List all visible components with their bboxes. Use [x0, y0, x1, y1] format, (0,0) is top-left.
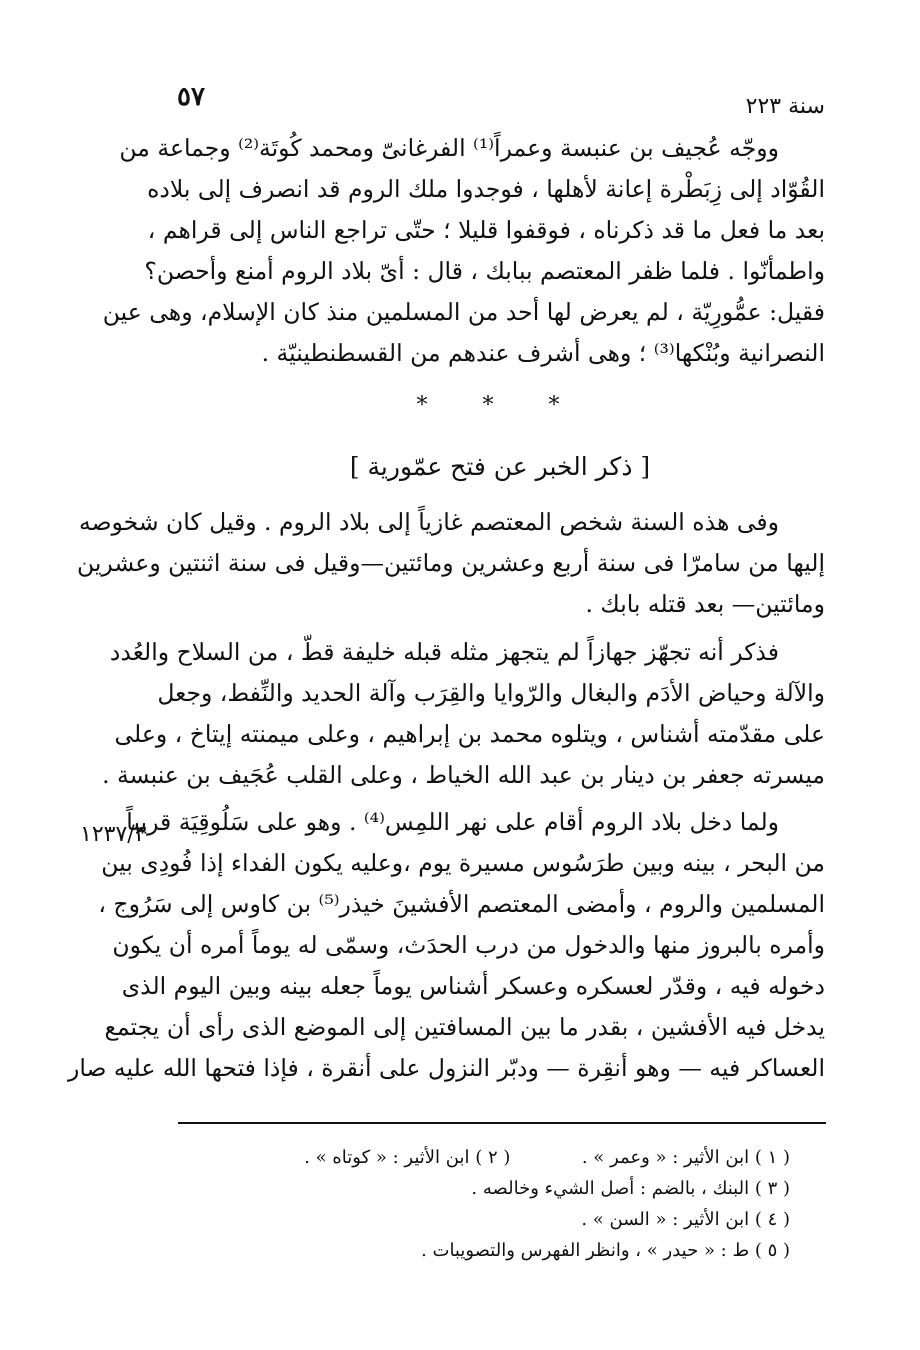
- footnote-divider: [178, 1122, 826, 1124]
- text-line: ولما دخل بلاد الروم أقام على نهر اللمِس⁽⁴⁾ . وهو على سَلُوقِيَة قريباً: [126, 808, 779, 836]
- paragraph-3: [102, 632, 825, 796]
- text-line: والآلة وحياض الأدَم والبغال والرّوايا والقِرَب وآلة الحديد والنِّفط، وجعل: [157, 679, 825, 707]
- text-line: المسلمين والروم ، وأمضى المعتصم الأفشينَ خيذر⁽⁵⁾ بن كاوس إلى سَرُوج ،: [98, 890, 825, 918]
- text-line: فذكر أنه تجهّز جهازاً لم يتجهز مثله قبله خليفة قطّ ، من السلاح والعُدد: [109, 638, 779, 666]
- footnotes: [250, 1142, 790, 1266]
- text-line: وفى هذه السنة شخص المعتصم غازياً إلى بلاد الروم . وقيل كان شخوصه: [78, 508, 779, 536]
- paragraph-1: [102, 128, 825, 374]
- footnote-5: ( ٥ ) ط : « حيدر » ، وانظر الفهرس والتصويبات .: [421, 1240, 790, 1261]
- footnote-1: ( ١ ) ابن الأثير : « وعمر » .: [581, 1147, 790, 1168]
- text-line: دخوله فيه ، وقدّر لعسكره وعسكر أشناس يوماً جعله بينه وبين اليوم الذى: [121, 972, 825, 1000]
- section-ornament: * * *: [416, 393, 584, 418]
- text-line: فقيل: عمُّورِيّة ، لم يعرض لها أحد من المسلمين منذ كان الإسلام، وهى عين: [102, 298, 825, 326]
- running-head-year: سنة ٢٢٣: [745, 94, 825, 119]
- text-line: النصرانية وبُنْكها⁽³⁾ ؛ وهى أشرف عندهم من القسطنطينيّة .: [261, 339, 825, 367]
- margin-reference: ١٢٣٧/٣: [80, 822, 147, 847]
- page-number: ٥٧: [177, 82, 205, 112]
- text-line: ومائتين— بعد قتله بابك .: [585, 590, 825, 618]
- text-line: على مقدّمته أشناس ، ويتلوه محمد بن إبراهيم ، وعلى ميمنته إيتاخ ، وعلى: [114, 720, 825, 748]
- footnote-3: ( ٣ ) البنك ، بالضم : أصل الشيء وخالصه .: [471, 1178, 790, 1199]
- text-line: العساكر فيه — وهو أنقِرة — ودبّر النزول على أنقرة ، فإذا فتحها الله عليه صار: [68, 1054, 825, 1082]
- text-line: يدخل فيه الأفشين ، بقدر ما بين المسافتين إلى الموضع الذى رأى أن يجتمع: [104, 1013, 825, 1041]
- text-line: القُوّاد إلى زِبَطْرة إعانة لأهلها ، فوجدوا ملك الروم قد انصرف إلى بلاده: [147, 175, 825, 203]
- text-line: ووجّه عُجيف بن عنبسة وعمراً⁽¹⁾ الفرغانىّ ومحمد كُوتَة⁽²⁾ وجماعة من: [119, 134, 779, 162]
- text-line: واطمأنّوا . فلما ظفر المعتصم ببابك ، قال : أىّ بلاد الروم أمنع وأحصن؟: [144, 257, 825, 285]
- text-line: ميسرته جعفر بن دينار بن عبد الله الخياط ، وعلى القلب عُجَيف بن عنبسة .: [102, 761, 825, 789]
- section-heading: [ ذكر الخبر عن فتح عمّورية ]: [349, 452, 651, 481]
- footnote-4: ( ٤ ) ابن الأثير : « السن » .: [581, 1209, 790, 1230]
- text-line: بعد ما فعل ما قد ذكرناه ، فوقفوا قليلا ؛ حتّى تراجع الناس إلى قراهم ،: [147, 216, 825, 244]
- text-line: وأمره بالبروز منها والدخول من درب الحدَث، وسمّى له يوماً أمره أن يكون: [112, 931, 825, 959]
- footnote-2: ( ٢ ) ابن الأثير : « كوتاه » .: [304, 1147, 511, 1168]
- text-line: من البحر ، بينه وبين طرَسُوس مسيرة يوم ،وعليه يكون الفداء إذا فُودِى بين: [101, 849, 825, 877]
- footnote-row: [250, 1142, 790, 1173]
- paragraph-2: [76, 502, 825, 625]
- text-line: إليها من سامرّا فى سنة أربع وعشرين ومائتين—وقيل فى سنة اثنتين وعشرين: [76, 549, 825, 577]
- page-header: [165, 82, 825, 122]
